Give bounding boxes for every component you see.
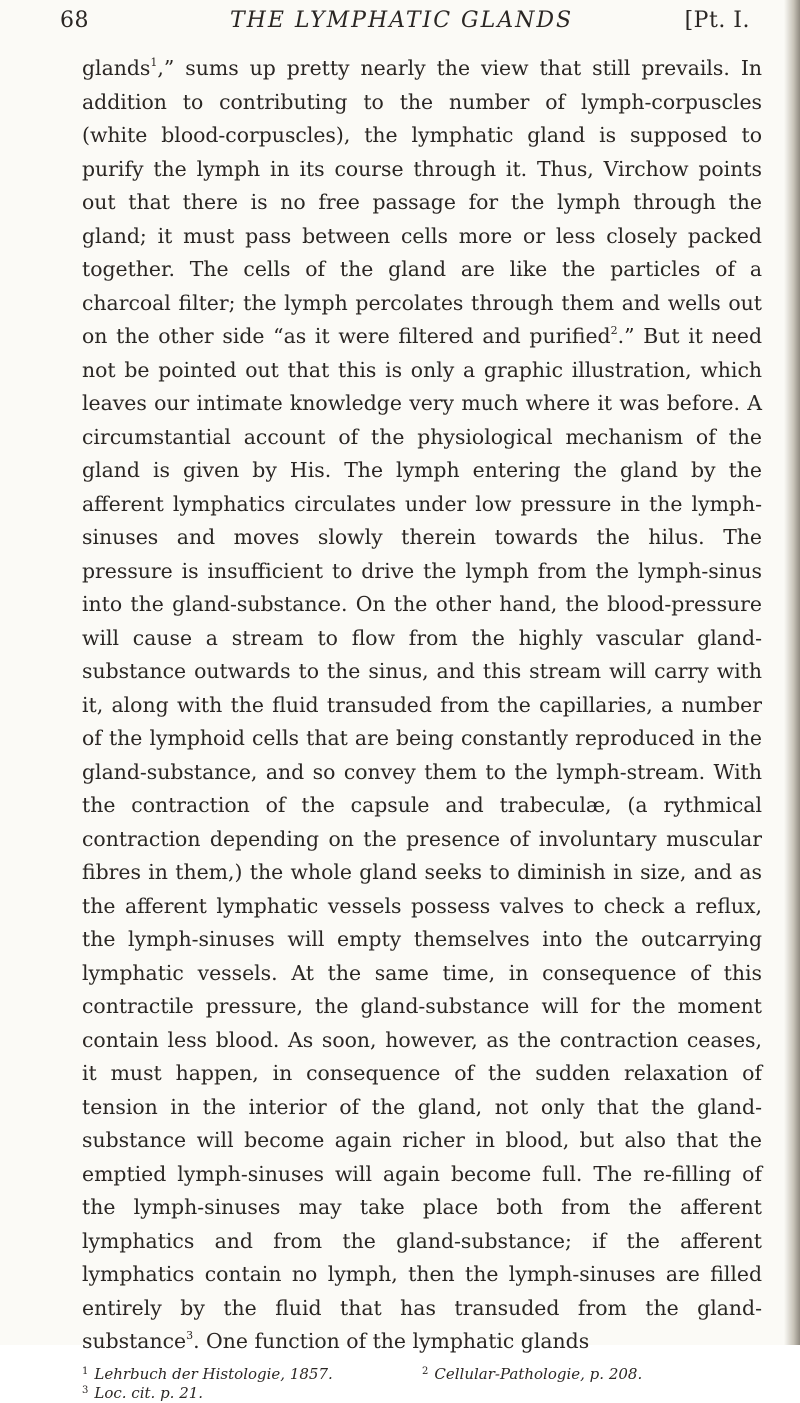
running-title: THE LYMPHATIC GLANDS (230, 8, 574, 33)
text-segment: ,” sums up pretty nearly the view that still prevails. In addition to contributing to the number of lymph-corpuscles (white blood-corpuscles), the lymphatic gland is supposed to purify the lymph in its course through it. Thus, Virchow points out that there is no free passage for the lymph through the gland; it must pass between cells more or less closely packed together. The cells of the gland are like the particles of a charcoal filter; the lymph percolates through them and wells out on the other side “as it were filtered and purified (82, 56, 762, 348)
footnote-ref-3: 3 (186, 1329, 194, 1342)
page-edge-shadow (784, 0, 800, 1345)
footnote-text: Cellular-Pathologie, p. 208. (434, 1364, 643, 1383)
footnote-row (82, 1365, 762, 1384)
text-segment: .” But it need not be pointed out that this is only a graphic illustration, which leaves our intimate knowledge very much where it was before. A circumstantial account of the physiological mechanism of the gland is given by His. The lymph entering the gland by the afferent lymphatics circulates under low pressure in the lymph-sinuses and moves slowly therein towards the hilus. The pressure is insufficient to drive the lymph from the lymph-sinus into the gland-substance. On the other hand, the blood-pressure will cause a stream to flow from the highly vascular gland-substance outwards to the sinus, and this stream will carry with it, along with the fluid transuded from the capillaries, a number of the lymphoid cells that are being constantly reproduced in the gland-substance, and so convey them to the lymph-stream. With the contraction of the capsule and trabeculæ, (a rythmical contraction depending on the presence of involuntary muscular fibres in them,) the whole gland seeks to diminish in size, and as the afferent lymphatic vessels possess valves to check a reflux, the lymph-sinuses will empty themselves into the outcarrying lymphatic vessels. At the same time, in consequence of this contractile pressure, the gland-substance will for the moment contain less blood. As soon, however, as the contraction ceases, it must happen, in consequence of the sudden relaxation of tension in the interior of the gland, not only that the gland-substance will become again richer in blood, but also that the emptied lymph-sinuses will again become full. The re-filling of the lymph-sinuses may take place both from the afferent lymphatics and from the gland-substance; if the afferent lymphatics contain no lymph, then the lymph-sinuses are filled entirely by the fluid that has transuded from the gland-substance (82, 324, 762, 1353)
footnote-2 (422, 1365, 762, 1384)
footnote-1 (82, 1365, 422, 1384)
footnote-row (82, 1384, 762, 1403)
footnote-ref-2: 2 (610, 324, 618, 337)
footnote-text: Lehrbuch der Histologie, 1857. (94, 1364, 333, 1383)
footnotes (82, 1365, 762, 1403)
footnote-mark: 1 (82, 1365, 89, 1377)
footnote-text: Loc. cit. p. 21. (94, 1383, 204, 1402)
footnote-3 (82, 1384, 762, 1403)
footnote-mark: 2 (422, 1365, 429, 1377)
text-segment: . One function of the lymphatic glands (193, 1329, 590, 1353)
page-number: 68 (60, 8, 89, 33)
body-paragraph (82, 52, 762, 1359)
footnote-ref-1: 1 (150, 56, 158, 69)
text-segment: glands (82, 56, 151, 80)
part-label: [Pt. I. (684, 8, 750, 33)
running-head (60, 8, 762, 52)
footnote-mark: 3 (82, 1384, 89, 1396)
